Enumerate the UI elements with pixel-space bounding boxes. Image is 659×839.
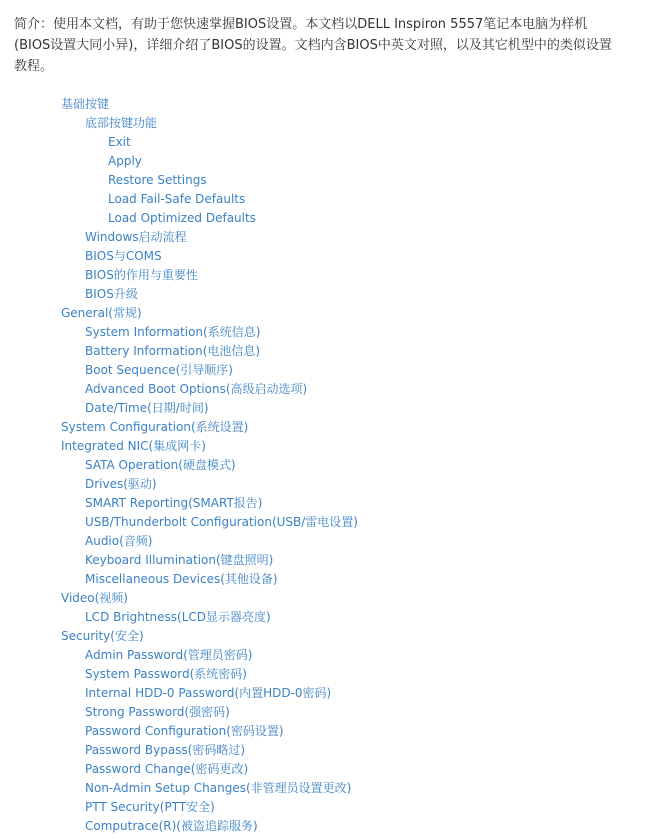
toc-link-level-1[interactable]: 底部按键功能 xyxy=(85,116,158,130)
table-of-contents xyxy=(0,95,659,836)
toc-link-level-1[interactable]: System Information(系统信息) xyxy=(85,325,261,339)
toc-link-level-1[interactable]: SATA Operation(硬盘模式) xyxy=(85,458,236,472)
toc-link-level-0[interactable]: 基础按键 xyxy=(61,97,110,111)
toc-link-level-1[interactable]: Strong Password(强密码) xyxy=(85,705,230,719)
toc-link-level-0[interactable]: Security(安全) xyxy=(61,629,144,643)
toc-link-level-1[interactable]: Password Configuration(密码设置) xyxy=(85,724,284,738)
toc-link-level-1[interactable]: Computrace(R)(被盗追踪服务) xyxy=(85,819,258,833)
toc-link-level-1[interactable]: BIOS升级 xyxy=(85,287,138,301)
toc-link-level-0[interactable]: Integrated NIC(集成网卡) xyxy=(61,439,206,453)
toc-link-level-2[interactable]: Load Fail-Safe Defaults xyxy=(108,192,246,206)
toc-link-level-0[interactable]: Video(视频) xyxy=(61,591,128,605)
toc-link-level-0[interactable]: System Configuration(系统设置) xyxy=(61,420,249,434)
toc-link-level-1[interactable]: Password Change(密码更改) xyxy=(85,762,249,776)
toc-link-level-1[interactable]: Keyboard Illumination(键盘照明) xyxy=(85,553,274,567)
toc-link-level-1[interactable]: System Password(系统密码) xyxy=(85,667,247,681)
toc-link-level-1[interactable]: SMART Reporting(SMART报告) xyxy=(85,496,263,510)
toc-link-level-1[interactable]: Miscellaneous Devices(其他设备) xyxy=(85,572,278,586)
toc-link-level-1[interactable]: Date/Time(日期/时间) xyxy=(85,401,209,415)
toc-link-level-1[interactable]: BIOS的作用与重要性 xyxy=(85,268,198,282)
toc-link-level-2[interactable]: Apply xyxy=(108,154,142,168)
intro-paragraph: 简介：使用本文档，有助于您快速掌握BIOS设置。本文档以DELL Inspiron 5557笔记本电脑为样机(BIOS设置大同小异)，详细介绍了BIOS的设置。文档内含BIOS中英文对照，以及其它机型中的类似设置教程。 xyxy=(14,17,612,74)
toc-link-level-1[interactable]: PTT Security(PTT安全) xyxy=(85,800,215,814)
toc-link-level-1[interactable]: Drives(驱动) xyxy=(85,477,157,491)
toc-link-level-1[interactable]: Boot Sequence(引导顺序) xyxy=(85,363,233,377)
toc-link-level-1[interactable]: Admin Password(管理员密码) xyxy=(85,648,253,662)
toc-link-level-1[interactable]: Windows启动流程 xyxy=(85,230,187,244)
toc-link-level-1[interactable]: Internal HDD-0 Password(内置HDD-0密码) xyxy=(85,686,332,700)
toc-link-level-0[interactable]: General(常规) xyxy=(61,306,142,320)
toc-link-level-2[interactable]: Restore Settings xyxy=(108,173,207,187)
toc-link-level-2[interactable]: Exit xyxy=(108,135,131,149)
toc-link-level-2[interactable]: Load Optimized Defaults xyxy=(108,211,256,225)
toc-link-level-1[interactable]: Audio(音频) xyxy=(85,534,153,548)
toc-link-level-1[interactable]: Advanced Boot Options(高级启动选项) xyxy=(85,382,308,396)
toc-link-level-1[interactable]: BIOS与COMS xyxy=(85,249,162,263)
toc-link-level-1[interactable]: LCD Brightness(LCD显示器亮度) xyxy=(85,610,271,624)
toc-link-level-1[interactable]: Battery Information(电池信息) xyxy=(85,344,261,358)
toc-link-level-1[interactable]: USB/Thunderbolt Configuration(USB/雷电设置) xyxy=(85,515,358,529)
toc-link-level-1[interactable]: Password Bypass(密码略过) xyxy=(85,743,246,757)
toc-link-level-1[interactable]: Non-Admin Setup Changes(非管理员设置更改) xyxy=(85,781,352,795)
